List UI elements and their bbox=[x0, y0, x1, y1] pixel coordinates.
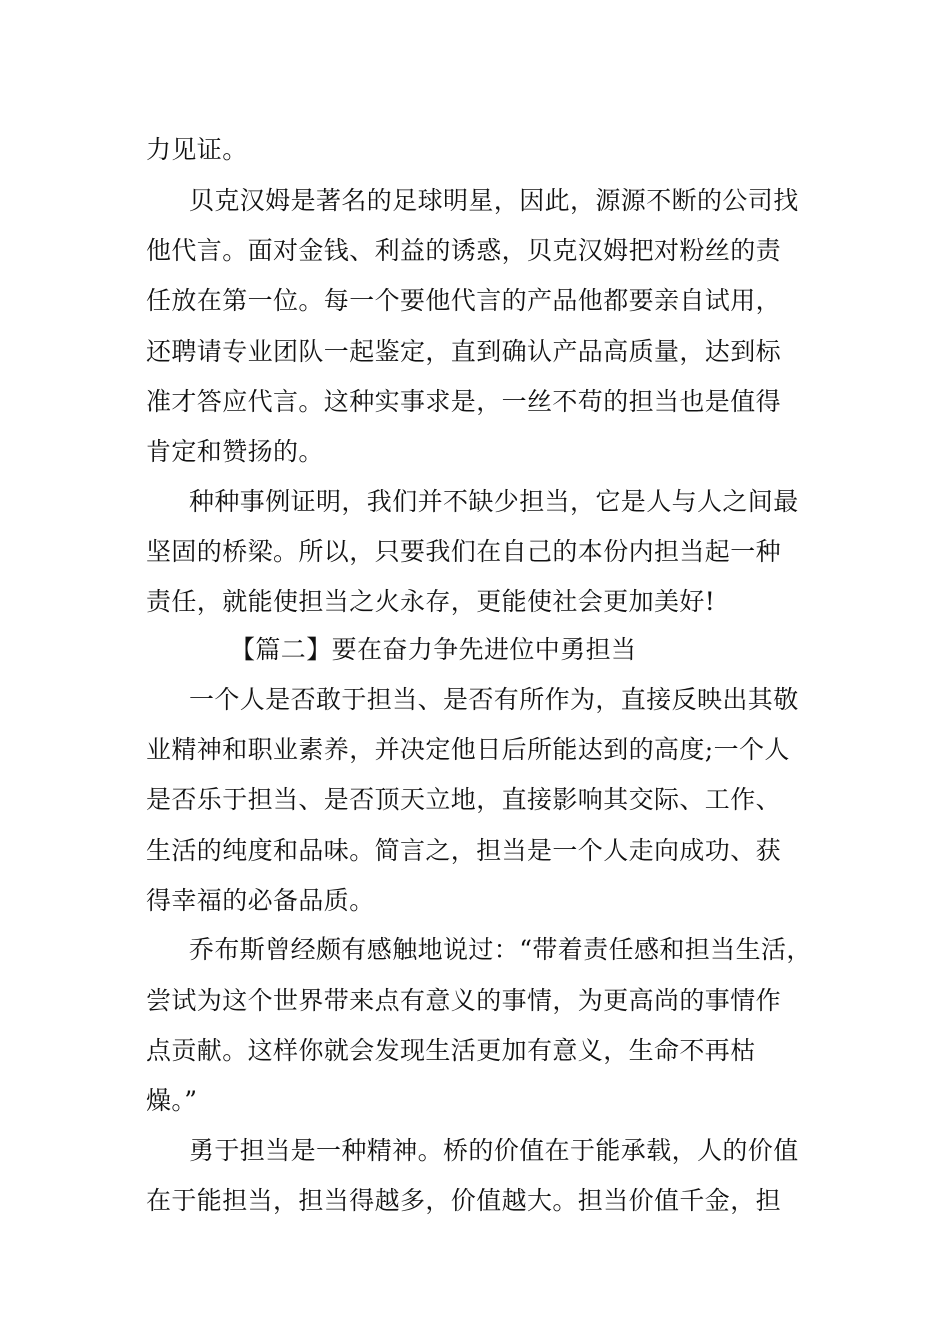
text-line: 业精神和职业素养，并决定他日后所能达到的高度;一个人 bbox=[146, 735, 790, 764]
text-line: 责任，就能使担当之火永存，更能使社会更加美好! bbox=[146, 587, 716, 616]
text-line: 生活的纯度和品味。简言之，担当是一个人走向成功、获 bbox=[146, 836, 782, 865]
text-line: 力见证。 bbox=[146, 135, 248, 164]
text-line: 燥。” bbox=[146, 1086, 198, 1115]
paragraph-start-line: 乔布斯曾经颇有感触地说过：“带着责任感和担当生活， bbox=[189, 935, 812, 964]
text-line: 点贡献。这样你就会发现生活更加有意义，生命不再枯 bbox=[146, 1036, 756, 1065]
text-line: 还聘请专业团队一起鉴定，直到确认产品高质量，达到标 bbox=[146, 337, 782, 366]
paragraph-start-line: 贝克汉姆是著名的足球明星，因此，源源不断的公司找 bbox=[189, 186, 799, 215]
paragraph-start-line: 种种事例证明，我们并不缺少担当，它是人与人之间最 bbox=[189, 487, 799, 516]
section-heading: 【篇二】要在奋力争先进位中勇担当 bbox=[230, 635, 637, 664]
text-line: 是否乐于担当、是否顶天立地，直接影响其交际、工作、 bbox=[146, 785, 782, 814]
text-line: 肯定和赞扬的。 bbox=[146, 437, 324, 466]
paragraph-start-line: 勇于担当是一种精神。桥的价值在于能承载，人的价值 bbox=[189, 1136, 799, 1165]
text-line: 他代言。面对金钱、利益的诱惑，贝克汉姆把对粉丝的责 bbox=[146, 236, 782, 265]
text-line: 尝试为这个世界带来点有意义的事情，为更高尚的事情作 bbox=[146, 986, 782, 1015]
text-line: 在于能担当，担当得越多，价值越大。担当价值千金，担 bbox=[146, 1186, 782, 1215]
text-line: 坚固的桥梁。所以，只要我们在自己的本份内担当起一种 bbox=[146, 537, 782, 566]
text-line: 得幸福的必备品质。 bbox=[146, 886, 375, 915]
paragraph-start-line: 一个人是否敢于担当、是否有所作为，直接反映出其敬 bbox=[189, 685, 799, 714]
text-line: 准才答应代言。这种实事求是，一丝不苟的担当也是值得 bbox=[146, 387, 782, 416]
text-line: 任放在第一位。每一个要他代言的产品他都要亲自试用， bbox=[146, 286, 782, 315]
